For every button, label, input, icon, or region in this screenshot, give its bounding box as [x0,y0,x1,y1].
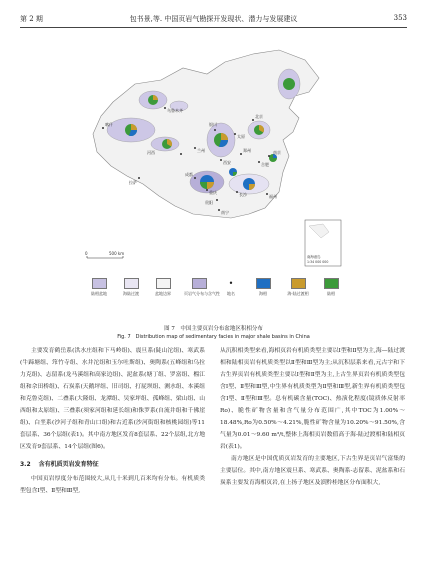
city-label: 贵阳 [205,200,213,205]
city-label: 合肥 [261,162,269,167]
city-label: 长沙 [239,192,247,197]
city-label: 喀什 [105,122,113,127]
journal-issue: 第 2 期 [20,15,43,23]
paragraph: 从沉积相类型来看,海相页岩有机质类型主要以Ⅰ型和Ⅱ型为主,海—陆过渡相和陆相页岩有机质类型以Ⅱ型和Ⅲ型为主;从沉积层系来看,元古宇和下古生界页岩有机质类型主要以Ⅰ型和Ⅱ型为主,上古生界页岩有机质类型包含Ⅰ型、Ⅱ型和Ⅲ型,中生界有机质类型为Ⅱ型和Ⅲ型,新生界有机质类型包含Ⅰ型、Ⅱ型和Ⅲ型。总有机碳含量(TOC)、热演化程度(镜质体反射率Ro)、脆性矿物含量和含气量分布范围广,其中TOC为1.00%～18.48%,Ro为0.50%～4.21%,脆性矿物含量为10.20%～91.50%,含气量为0.01～9.60 m³/t,整体上海相页岩数值高于海-陆过渡相和陆相页岩(表1)。 [220,348,405,450]
pie-junggar [148,95,158,105]
pie-qaidam [162,139,172,149]
legend-swatch [324,278,339,289]
paragraph: 中国页岩厚度分布范围较大,从几十米到几百米均有分布。有机质类型包含Ⅰ型、Ⅱ型和Ⅲ型, [20,476,205,494]
page-number: 353 [393,14,407,22]
section-number: 3.2 [20,461,31,468]
city-label: 福州 [269,194,277,199]
pie-sichuan [200,175,214,189]
legend-swatch [156,278,171,289]
pie-tarim [125,124,137,136]
map-svg [83,44,345,270]
pie-subei [269,154,277,162]
legend-swatch [124,278,139,289]
legend-item [252,278,274,296]
city-label: 南京 [273,150,281,155]
header-rule [20,27,407,28]
right-column [220,345,405,489]
scale-bar [85,251,124,258]
south-china-sea-inset [305,220,341,266]
pie-ordos [214,133,228,147]
legend-item [220,278,242,296]
pie-bohaiwan [254,125,264,135]
left-column [20,345,205,497]
legend-item [120,278,142,296]
legend-swatch [256,278,271,289]
legend-swatch [92,278,107,289]
city-label: 河西 [147,150,155,155]
city-label: 拉萨 [129,180,137,185]
city-label: 银川 [209,122,217,127]
paragraph: 南方地区是中国优质页岩发育的主要地区,下古生界是页岩气富集的主要层位。其中,南方地区震旦系、寒武系、奥陶系-志留系、泥盆系和石炭系主要发育海相页岩,在上扬子地区及滇黔桂地区分布面积大, [220,456,405,486]
legend-label: 盆地边界 [155,291,171,296]
shale-basin-map [83,44,345,270]
city-label: 南宁 [221,210,229,215]
city-label: 西安 [223,160,231,165]
legend-item [184,278,220,296]
legend-label: 海相 [259,291,267,296]
figure-caption-cn: 图 7 中国主要页岩分布盆地区积相分布 [164,326,263,332]
running-title: 包书景,等. 中国页岩气勘探开发现状、潜力与发展建议 [129,15,298,23]
city-label: 郑州 [243,148,251,153]
legend-label: 海陆过渡 [123,291,139,296]
city-label: 北京 [255,114,263,119]
svg-text:0: 0 [85,251,88,256]
figure-caption-en: Fig. 7 Distribution map of sedimentary facies in major shale basins in China [117,334,310,340]
legend-label: 地名 [227,291,235,296]
legend-label: 海-陆过渡相 [287,291,309,296]
inset-label: 南海诸岛 [307,255,321,259]
city-label: 太原 [237,134,245,139]
city-label: 成都 [185,172,193,177]
section-title: 含有机质页岩发育特征 [38,461,99,468]
map-legend [88,278,348,318]
legend-item [152,278,174,296]
running-header [20,14,407,26]
pie-songliao [283,78,295,90]
inset-scale: 1:34 000 000 [307,260,329,264]
pie-jianghan [229,168,237,176]
city-dot-icon: • [224,278,239,289]
pie-south [243,178,255,190]
legend-label: 陆相盆地 [91,291,107,296]
paragraph: 主要发育鹤岳系(洪水庄组和下马岭组)、震旦系(陡山沱组)、寒武系(牛蹄塘组、筇竹寺组、水井沱组和玉尔吐斯组)、奥陶系(五峰组和乌拉力克组)、志留系(龙马溪组和高家边组)、泥盆系(塘丁组、罗富组、榴江组和佘田桥组)、石炭系(天鹅坪组、旧司组、打屁坝组、测水组、本溪组和克鲁克组)、二叠系(大隆组、龙潭组、吴家坪组、孤峰组、梁山组、山西组和太原组)、三叠系(须家河组和延长组)和侏罗系(自流井组和千佛崖组)、白垩系(沙河子组和青山口组)和古近系(沙河街组和核桃园组)等11套层系、36个层组(表1)。其中南方地区发育8套层系、22个层组,北方地区发育9套层系、14个层组(图6)。 [20,348,206,450]
city-label: 重庆 [209,190,217,195]
legend-item [320,278,342,296]
legend-item [88,278,110,296]
legend-label: 陆相 [327,291,335,296]
scale-label: 500 km [109,251,125,256]
legend-label: 页岩气分布与含气性 [184,291,220,296]
section-heading [20,459,205,471]
legend-swatch [192,278,207,289]
city-label: 乌鲁木齐 [167,108,183,113]
legend-item [284,278,312,296]
city-label: 兰州 [197,148,205,153]
legend-swatch [291,278,306,289]
